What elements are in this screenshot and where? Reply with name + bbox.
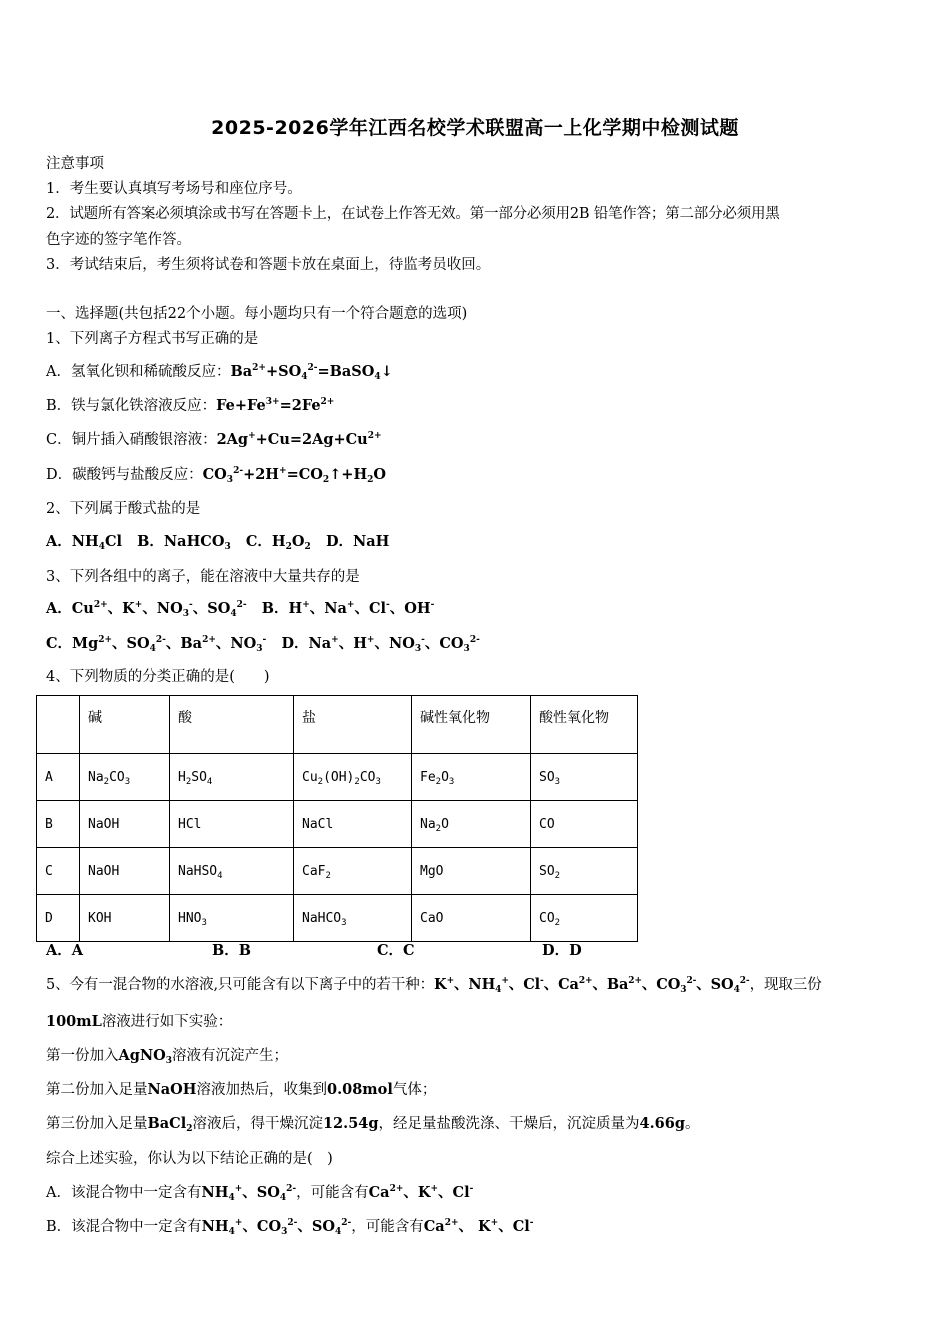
- section-heading: 一、选择题(共包括22个小题。每小题均只有一个符合题意的选项): [46, 306, 468, 322]
- table-header: 酸: [170, 696, 294, 754]
- table-cell: KOH: [80, 895, 170, 942]
- q4-option-a[interactable]: A．A: [46, 942, 84, 959]
- q1-option-c[interactable]: C．铜片插入硝酸银溶液：$2Ag^++Cu=2Ag+Cu^{2+}$: [46, 431, 382, 448]
- table-cell: CaO: [412, 895, 531, 942]
- table-cell: B: [37, 801, 80, 848]
- q4-option-d[interactable]: D．D: [542, 942, 582, 959]
- table-row: [37, 848, 638, 895]
- table-row: [37, 895, 638, 942]
- table-cell: $Na_2CO_3$: [80, 754, 170, 801]
- q1-option-d[interactable]: D．碳酸钙与盐酸反应：$CO_3^{2-}+2H^+=CO_2↑+H_2O$: [46, 466, 387, 485]
- classification-table: [36, 695, 638, 942]
- table-cell: $H_2SO_4$: [170, 754, 294, 801]
- q1-option-b[interactable]: B．铁与氯化铁溶液反应：$Fe+Fe^{3+}=2Fe^{2+}$: [46, 397, 335, 414]
- table-cell: NaOH: [80, 801, 170, 848]
- table-cell: C: [37, 848, 80, 895]
- notice-item-1: 1．考生要认真填写考场号和座位序号。: [46, 181, 302, 197]
- notice-item-2-cont: 色字迹的签字笔作答。: [46, 232, 191, 248]
- table-cell: NaHCO$_3$: [294, 895, 412, 942]
- page-title: 2025-2026学年江西名校学术联盟高一上化学期中检测试题: [211, 117, 739, 139]
- table-cell: $CO_2$: [531, 895, 638, 942]
- table-header: 盐: [294, 696, 412, 754]
- table-cell: $Na_2O$: [412, 801, 531, 848]
- table-cell: NaOH: [80, 848, 170, 895]
- q5-stem: 5、今有一混合物的水溶液,只可能含有以下离子中的若干种：K+、$NH_4^+$、Cl-、$Ca^{2+}$、$Ba^{2+}$、$CO_3^{2-}$、$SO_4^{2-}$，现取三份: [46, 976, 822, 995]
- table-cell: $HNO_3$: [170, 895, 294, 942]
- table-header: 碱: [80, 696, 170, 754]
- table-cell: CO: [531, 801, 638, 848]
- table-header: 碱性氧化物: [412, 696, 531, 754]
- table-cell: $Fe_2O_3$: [412, 754, 531, 801]
- table-cell: NaCl: [294, 801, 412, 848]
- table-cell: D: [37, 895, 80, 942]
- table-cell: A: [37, 754, 80, 801]
- table-header: [37, 696, 80, 754]
- table-cell: CaF$_2$: [294, 848, 412, 895]
- q2-stem: 2、下列属于酸式盐的是: [46, 501, 201, 517]
- q4-option-b[interactable]: B．B: [212, 942, 252, 959]
- table-row: [37, 801, 638, 848]
- table-cell: MgO: [412, 848, 531, 895]
- table-header: 酸性氧化物: [531, 696, 638, 754]
- q2-options[interactable]: A．$NH_4Cl$ B．NaHCO$_3$ C．$H_2O_2$ D．NaH: [46, 533, 390, 552]
- q5-experiment-1: 第一份加入AgNO$_3$溶液有沉淀产生；: [46, 1047, 289, 1066]
- q4-stem: 4、下列物质的分类正确的是( ): [46, 669, 270, 685]
- table-cell: $SO_3$: [531, 754, 638, 801]
- table-cell: $SO_2$: [531, 848, 638, 895]
- q1-option-a[interactable]: A．氢氧化钡和稀硫酸反应：$Ba^{2+}+SO_4^{2-}=BaSO_4↓$: [46, 363, 393, 382]
- q5-experiment-3: 第三份加入足量BaCl$_2$溶液后，得干燥沉淀12.54g，经足量盐酸洗涤、干燥后，沉淀质量为4.66g。: [46, 1115, 700, 1134]
- table-cell: $Cu_2(OH)_2CO_3$: [294, 754, 412, 801]
- q3-options-ab[interactable]: A．$Cu^{2+}$、K+、$NO_3^-$、$SO_4^{2-}$ B．H+、Na+、Cl-、OH-: [46, 600, 435, 619]
- table-header-row: [37, 696, 638, 754]
- table-cell: HCl: [170, 801, 294, 848]
- q5-stem-cont: 100mL溶液进行如下实验：: [46, 1013, 233, 1030]
- q5-option-b[interactable]: B．该混合物中一定含有$NH_4^+$、$CO_3^{2-}$、$SO_4^{2-}$，可能含有$Ca^{2+}$、 K+、Cl-: [46, 1218, 534, 1237]
- table-cell: NaHSO$_4$: [170, 848, 294, 895]
- notice-item-2: 2．试题所有答案必须填涂或书写在答题卡上，在试卷上作答无效。第一部分必须用2B 铅笔作答；第二部分必须用黑: [46, 206, 780, 222]
- notice-heading: 注意事项: [46, 156, 104, 172]
- q4-option-c[interactable]: C．C: [377, 942, 415, 959]
- q1-stem: 1、下列离子方程式书写正确的是: [46, 331, 259, 347]
- q5-conclusion: 综合上述实验，你认为以下结论正确的是( ): [46, 1151, 333, 1167]
- q5-option-a[interactable]: A．该混合物中一定含有$NH_4^+$、$SO_4^{2-}$，可能含有$Ca^{2+}$、K+、Cl-: [46, 1184, 474, 1203]
- q3-options-cd[interactable]: C．$Mg^{2+}$、$SO_4^{2-}$、$Ba^{2+}$、$NO_3^-$ D．Na+、H+、$NO_3^-$、$CO_3^{2-}$: [46, 635, 480, 654]
- table-row: [37, 754, 638, 801]
- q5-experiment-2: 第二份加入足量NaOH溶液加热后，收集到0.08mol气体；: [46, 1081, 437, 1098]
- notice-item-3: 3．考试结束后，考生须将试卷和答题卡放在桌面上，待监考员收回。: [46, 257, 491, 273]
- q3-stem: 3、下列各组中的离子，能在溶液中大量共存的是: [46, 569, 360, 585]
